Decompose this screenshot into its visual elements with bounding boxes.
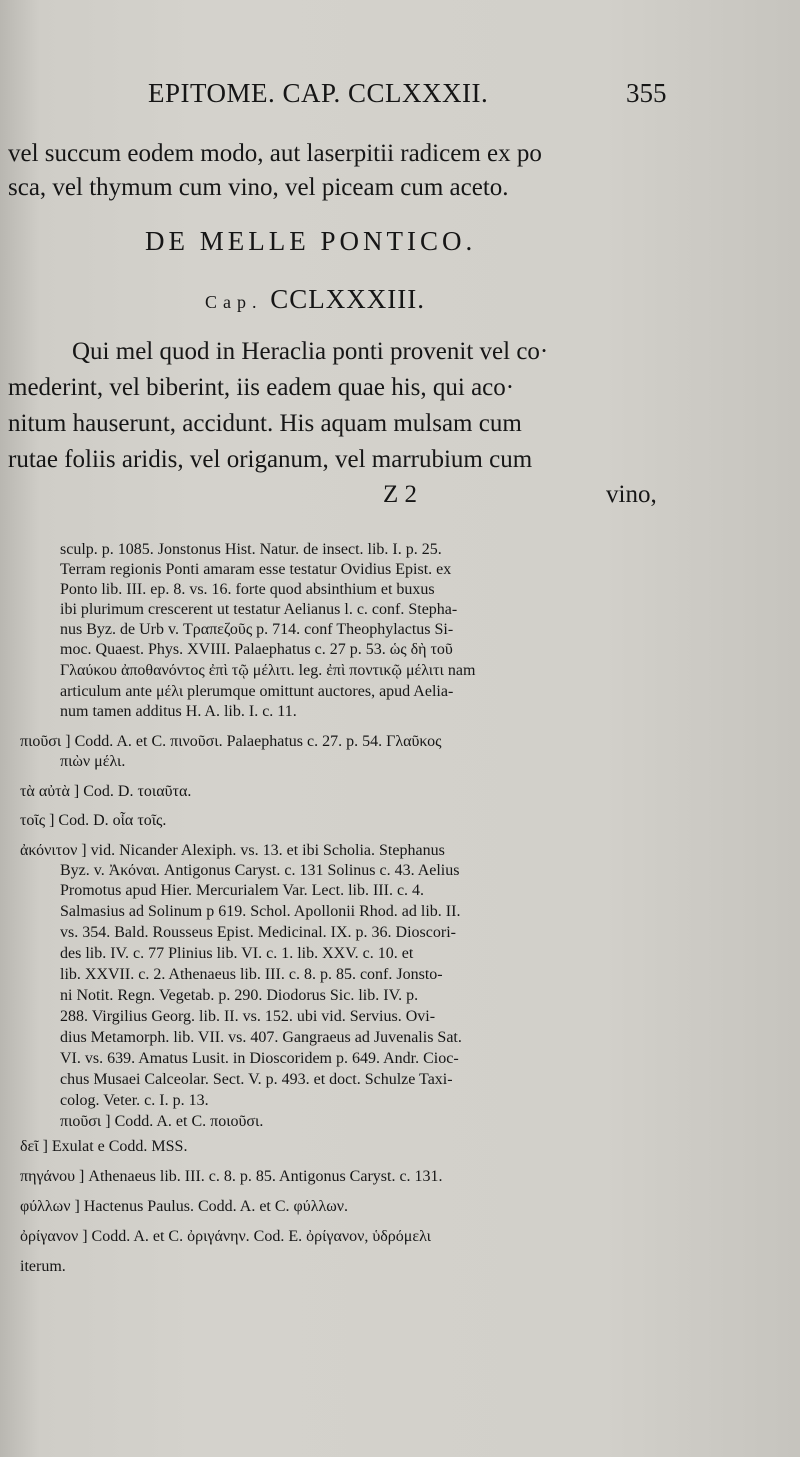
chapter-number: CCLXXXIII. xyxy=(270,284,425,314)
footnote-line: iterum. xyxy=(20,1258,66,1275)
page-number: 355 xyxy=(626,78,667,108)
chapter-label: Cap. xyxy=(205,292,263,312)
footnote-line: ibi plurimum crescerent ut testatur Aelianus l. c. conf. Stepha- xyxy=(60,601,458,618)
footnote-line: ni Notit. Regn. Vegetab. p. 290. Diodorus Sic. lib. IV. p. xyxy=(60,987,419,1004)
text-line: rutae foliis aridis, vel origanum, vel marrubium cum xyxy=(8,446,533,473)
footnote-line: ἀκόνιτον ] vid. Nicander Alexiph. vs. 13. et ibi Scholia. Stephanus xyxy=(20,842,445,859)
text-line: nitum hauserunt, accidunt. His aquam mulsam cum xyxy=(8,410,522,437)
signature-mark: Z 2 xyxy=(383,481,418,508)
footnote-line: des lib. IV. c. 77 Plinius lib. VI. c. 1. lib. XXV. c. 10. et xyxy=(60,945,414,962)
running-title: EPITOME. CAP. CCLXXXII. xyxy=(148,78,489,108)
footnote-line: articulum ante μέλι plerumque omittunt auctores, apud Aelia- xyxy=(60,683,454,700)
footnote-line: φύλλων ] Hactenus Paulus. Codd. A. et C. φύλλων. xyxy=(20,1198,348,1215)
footnote-line: Byz. v. Ἀκόναι. Antigonus Caryst. c. 131 Solinus c. 43. Aelius xyxy=(60,862,460,879)
footnote-line: τὰ αὐτὰ ] Cod. D. τοιαῦτα. xyxy=(20,783,192,800)
footnote-line: nus Byz. de Urb v. Τραπεζοῦς p. 714. conf Theophylactus Si- xyxy=(60,621,454,638)
footnote-line: chus Musaei Calceolar. Sect. V. p. 493. et doct. Schulze Taxi- xyxy=(60,1071,453,1088)
footnote-line: Promotus apud Hier. Mercurialem Var. Lect. lib. III. c. 4. xyxy=(60,882,425,899)
text-line: mederint, vel biberint, iis eadem quae his, qui aco· xyxy=(8,374,515,401)
footnote-line: dius Metamorph. lib. VII. vs. 407. Gangraeus ad Juvenalis Sat. xyxy=(60,1029,462,1046)
footnote-line: πιοῦσι ] Codd. A. et C. ποιοῦσι. xyxy=(60,1113,264,1130)
section-title: DE MELLE PONTICO. xyxy=(145,226,477,256)
footnote-line: lib. XXVII. c. 2. Athenaeus lib. III. c. 8. p. 85. conf. Jonsto- xyxy=(60,966,443,983)
footnote-line: Ponto lib. III. ep. 8. vs. 16. forte quod absinthium et buxus xyxy=(60,581,435,598)
footnote-line: moc. Quaest. Phys. XVIII. Palaephatus c. 27 p. 53. ὡς δὴ τοῦ xyxy=(60,641,453,658)
chapter-heading xyxy=(205,284,425,315)
footnote-line: sculp. p. 1085. Jonstonus Hist. Natur. de insect. lib. I. p. 25. xyxy=(60,541,442,558)
footnote-line: VI. vs. 639. Amatus Lusit. in Dioscoridem p. 649. Andr. Cioc- xyxy=(60,1050,459,1067)
footnote-line: Salmasius ad Solinum p 619. Schol. Apollonii Rhod. ad lib. II. xyxy=(60,903,461,920)
footnote-line: vs. 354. Bald. Rousseus Epist. Medicinal. IX. p. 36. Dioscori- xyxy=(60,924,456,941)
footnote-line: Γλαύκου ἀποθανόντος ἐπὶ τῷ μέλιτι. leg. ἐπὶ ποντικῷ μέλιτι nam xyxy=(60,662,476,679)
footnote-line: 288. Virgilius Georg. lib. II. vs. 152. ubi vid. Servius. Ovi- xyxy=(60,1008,436,1025)
text-line: sca, vel thymum cum vino, vel piceam cum aceto. xyxy=(8,174,509,201)
footnote-line: colog. Veter. c. I. p. 13. xyxy=(60,1092,209,1109)
footnote-line: πιοῦσι ] Codd. A. et C. πινοῦσι. Palaephatus c. 27. p. 54. Γλαῦκος xyxy=(20,733,442,750)
text-line: vel succum eodem modo, aut laserpitii radicem ex po xyxy=(8,140,542,167)
footnote-line: πιὼν μέλι. xyxy=(60,753,126,770)
footnote-line: ὀρίγανον ] Codd. A. et C. ὀριγάνην. Cod. E. ὀρίγανον, ὑδρόμελι xyxy=(20,1228,431,1245)
catchword: vino, xyxy=(606,481,657,508)
footnote-line: πηγάνου ] Athenaeus lib. III. c. 8. p. 85. Antigonus Caryst. c. 131. xyxy=(20,1168,443,1185)
footnote-line: τοῖς ] Cod. D. οἷα τοῖς. xyxy=(20,812,167,829)
text-line: Qui mel quod in Heraclia ponti provenit vel co· xyxy=(72,338,549,365)
footnote-line: Terram regionis Ponti amaram esse testatur Ovidius Epist. ex xyxy=(60,561,452,578)
footnote-line: num tamen additus H. A. lib. I. c. 11. xyxy=(60,703,297,720)
footnote-line: δεῖ ] Exulat e Codd. MSS. xyxy=(20,1138,188,1155)
